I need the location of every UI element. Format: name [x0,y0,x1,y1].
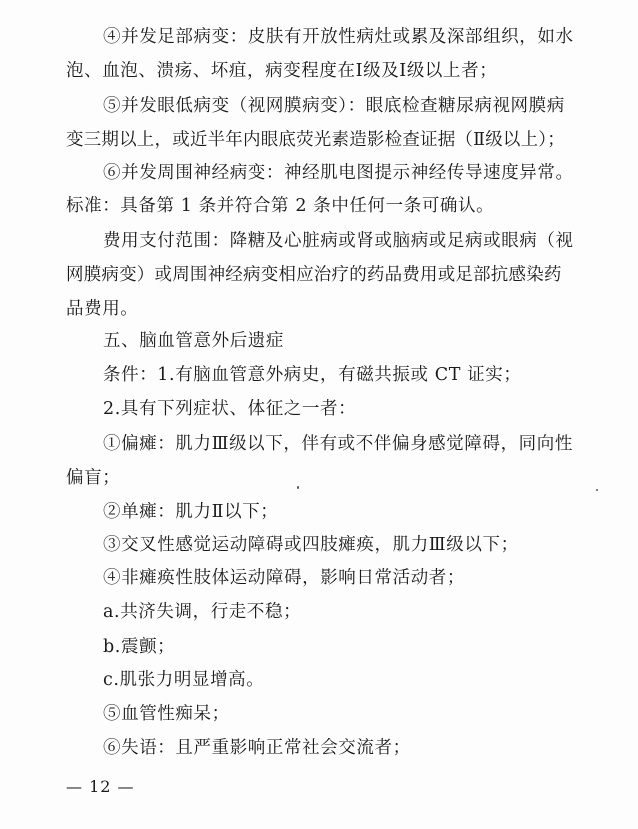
paragraph-line: 偏盲； [66,468,121,488]
paragraph-line: 条件：1.有脑血管意外病史，有磁共振或 CT 证实； [103,365,522,385]
paragraph-line: 标准：具备第 1 条并符合第 2 条中任何一条可确认。 [66,196,495,216]
section-heading: 五、脑血管意外后遗症 [103,331,284,351]
paragraph-line: ②单瘫：肌力Ⅱ以下； [103,502,279,522]
paragraph-line: ⑥并发周围神经病变：神经肌电图提示神经传导速度异常。 [103,163,574,183]
paragraph-line: 泡、血泡、溃疡、坏疽，病变程度在Ⅰ级及Ⅰ级以上者； [66,61,498,81]
paragraph-line: b.震颤； [103,637,176,657]
paragraph-line: ④并发足部病变：皮肤有开放性病灶或累及深部组织，如水 [103,27,574,47]
paragraph-line: a.共济失调，行走不稳； [103,602,302,622]
paragraph-line: ④非瘫痪性肢体运动障碍，影响日常活动者； [103,568,465,588]
paragraph-line: ⑤血管性痴呆； [103,704,230,724]
scan-speck [297,486,299,489]
paragraph-line: 费用支付范围：降糖及心脏病或肾或脑病或足病或眼病（视 [103,231,574,251]
paragraph-line: 网膜病变）或周围神经病变相应治疗的药品费用或足部抗感染药 [66,265,562,285]
paragraph-line: ①偏瘫：肌力Ⅲ级以下，伴有或不伴偏身感觉障碍，同向性 [103,434,573,454]
paragraph-line: c.肌张力明显增高。 [103,670,265,690]
paragraph-line: 2.具有下列症状、体征之一者： [103,399,357,419]
paragraph-line: ⑤并发眼低病变（视网膜病变）：眼底检查糖尿病视网膜病 [103,96,565,116]
paragraph-line: ⑥失语：且严重影响正常社会交流者； [103,738,411,758]
page-number: — 12 — [66,777,135,796]
paragraph-line: 品费用。 [66,299,139,319]
paragraph-line: 变三期以上，或近半年内眼底荧光素造影检查证据（Ⅱ级以上）； [66,130,565,150]
scan-speck [596,489,598,491]
paragraph-line: ③交叉性感觉运动障碍或四肢瘫痪，肌力Ⅲ级以下； [103,535,519,555]
